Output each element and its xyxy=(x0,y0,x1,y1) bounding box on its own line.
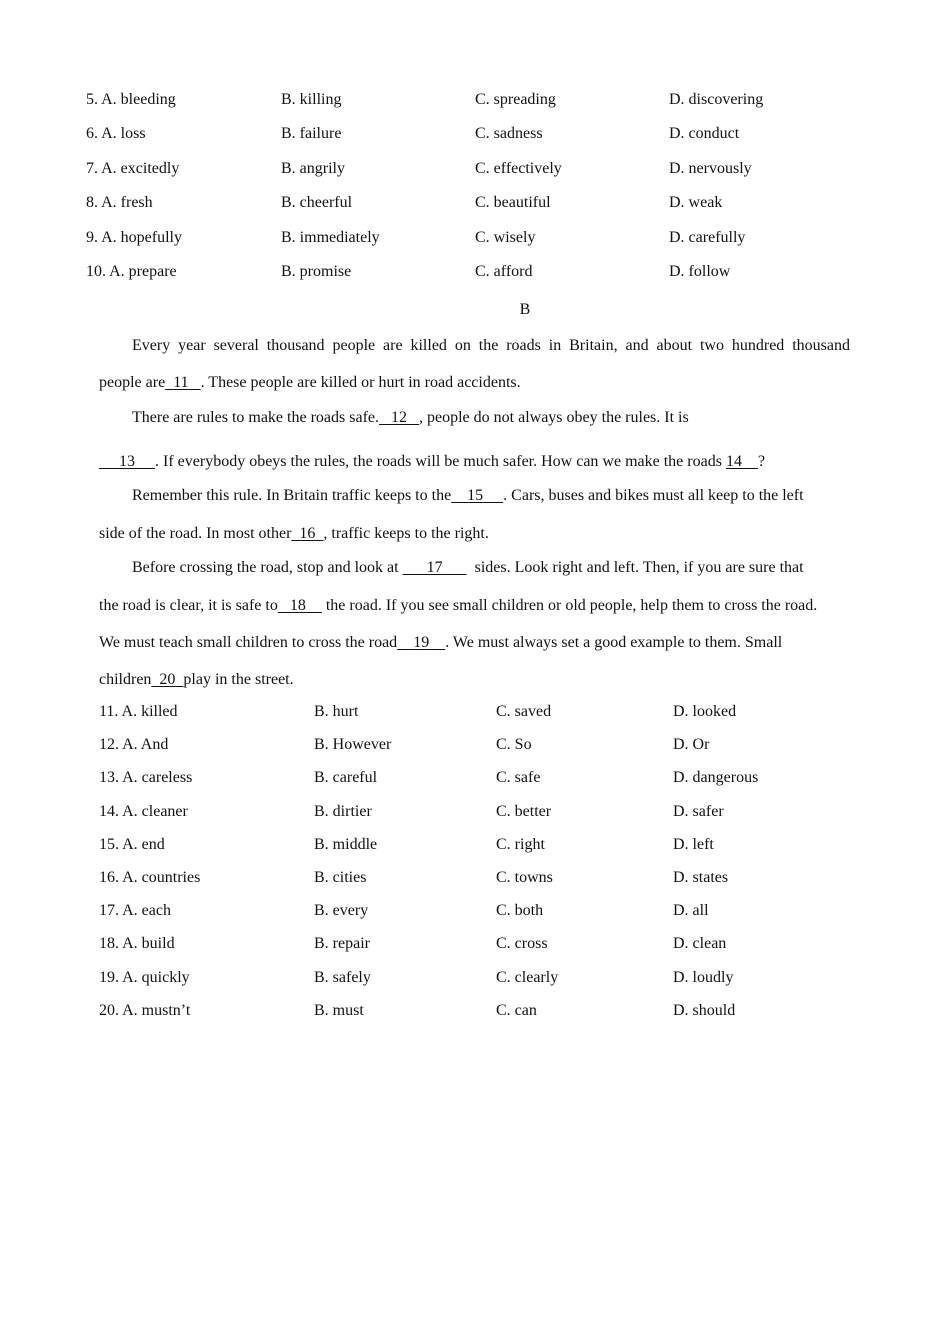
blank-number: 11 xyxy=(173,374,189,391)
blank-13 xyxy=(99,453,155,470)
passage-text: side of the road. In most other xyxy=(99,525,292,542)
passage-text: ? xyxy=(757,453,766,470)
option-c: C. beautiful xyxy=(475,194,551,211)
passage-text: . These people are killed or hurt in road accidents. xyxy=(200,374,521,391)
blank-number: 17 xyxy=(426,559,443,576)
option-d: D. weak xyxy=(669,194,723,211)
blank-number: 13 xyxy=(119,453,135,470)
option-b: B. angrily xyxy=(281,160,345,177)
option-c: C. sadness xyxy=(475,125,543,142)
option-b: B. immediately xyxy=(281,229,380,246)
option-d: D. left xyxy=(673,836,714,853)
option-a: 18. A. build xyxy=(99,935,175,952)
option-d: D. clean xyxy=(673,935,727,952)
blank-number: 18 xyxy=(289,597,306,614)
blank-16 xyxy=(291,525,323,542)
passage-text: play in the street. xyxy=(183,671,294,688)
passage-text: . If everybody obeys the rules, the roads will be much safer. How can we make the roads xyxy=(155,453,722,470)
blank-number: 15 xyxy=(467,487,484,504)
option-c: C. wisely xyxy=(475,229,536,246)
option-b: B. cities xyxy=(314,869,367,886)
blank-number: 20 xyxy=(159,671,176,688)
option-d: D. all xyxy=(673,902,709,919)
option-c: C. right xyxy=(496,836,545,853)
passage-line-2 xyxy=(99,372,521,394)
option-b: B. careful xyxy=(314,769,378,786)
option-d: D. discovering xyxy=(669,91,764,108)
option-b: B. every xyxy=(314,902,369,919)
option-b: B. promise xyxy=(281,263,352,280)
option-c: C. both xyxy=(496,902,544,919)
blank-17 xyxy=(403,559,467,576)
option-a: 14. A. cleaner xyxy=(99,803,188,820)
passage-text: the road. If you see small children or old people, help them to cross the road. xyxy=(325,597,818,614)
blank-number: 12 xyxy=(391,409,407,426)
passage-text: the road is clear, it is safe to xyxy=(99,597,278,614)
option-a: 7. A. excitedly xyxy=(86,160,180,177)
passage-line-7 xyxy=(132,557,804,579)
passage-line-1: Every year several thousand people are killed on the roads in Britain, and about two hundred thousand xyxy=(132,337,850,354)
passage-line-6 xyxy=(99,523,489,545)
option-c: C. saved xyxy=(496,703,552,720)
option-a: 11. A. killed xyxy=(99,703,178,720)
blank-18 xyxy=(278,597,322,614)
option-a: 17. A. each xyxy=(99,902,171,919)
option-d: D. dangerous xyxy=(673,769,759,786)
option-b: B. middle xyxy=(314,836,378,853)
option-b: B. must xyxy=(314,1002,364,1019)
option-a: 12. A. And xyxy=(99,736,169,753)
option-d: D. states xyxy=(673,869,729,886)
option-a: 6. A. loss xyxy=(86,125,146,142)
option-c: C. afford xyxy=(475,263,533,280)
passage-text: We must teach small children to cross the road xyxy=(99,634,398,651)
passage-text: , traffic keeps to the right. xyxy=(323,525,489,542)
option-a: 10. A. prepare xyxy=(86,263,177,280)
option-b: B. killing xyxy=(281,91,342,108)
option-a: 9. A. hopefully xyxy=(86,229,182,246)
option-c: C. better xyxy=(496,803,552,820)
blank-number: 19 xyxy=(413,634,430,651)
passage-text: Before crossing the road, stop and look at xyxy=(132,559,399,576)
option-d: D. follow xyxy=(669,263,731,280)
option-d: D. loudly xyxy=(673,969,734,986)
blank-14 xyxy=(726,453,758,470)
option-b: B. safely xyxy=(314,969,371,986)
blank-12 xyxy=(379,409,419,426)
passage-text: There are rules to make the roads safe. xyxy=(132,409,379,426)
blank-19 xyxy=(397,634,445,651)
passage-line-9 xyxy=(99,632,782,654)
passage-line-3 xyxy=(132,407,689,429)
option-d: D. Or xyxy=(673,736,710,753)
option-a: 15. A. end xyxy=(99,836,165,853)
option-a: 16. A. countries xyxy=(99,869,201,886)
option-c: C. cross xyxy=(496,935,548,952)
option-c: C. safe xyxy=(496,769,541,786)
blank-number: 16 xyxy=(299,525,316,542)
option-b: B. cheerful xyxy=(281,194,353,211)
option-a: 20. A. mustn’t xyxy=(99,1002,191,1019)
option-b: B. dirtier xyxy=(314,803,372,820)
passage-line-10 xyxy=(99,669,294,691)
option-d: D. carefully xyxy=(669,229,746,246)
passage-text: people are xyxy=(99,374,166,391)
option-a: 8. A. fresh xyxy=(86,194,153,211)
blank-11 xyxy=(165,374,200,391)
passage-text: . Cars, buses and bikes must all keep to the left xyxy=(503,487,804,504)
option-d: D. looked xyxy=(673,703,737,720)
passage-text: , people do not always obey the rules. It is xyxy=(419,409,689,426)
passage-text: children xyxy=(99,671,152,688)
option-b: B. failure xyxy=(281,125,342,142)
option-c: C. So xyxy=(496,736,532,753)
passage-line-5 xyxy=(132,485,804,507)
option-c: C. effectively xyxy=(475,160,562,177)
option-c: C. clearly xyxy=(496,969,559,986)
blank-20 xyxy=(151,671,183,688)
option-d: D. safer xyxy=(673,803,724,820)
option-c: C. towns xyxy=(496,869,553,886)
option-c: C. can xyxy=(496,1002,537,1019)
option-c: C. spreading xyxy=(475,91,556,108)
option-d: D. conduct xyxy=(669,125,740,142)
option-a: 13. A. careless xyxy=(99,769,193,786)
blank-15 xyxy=(451,487,503,504)
blank-number: 14 xyxy=(725,453,742,470)
option-b: B. repair xyxy=(314,935,370,952)
passage-text: Remember this rule. In Britain traffic keeps to the xyxy=(132,487,452,504)
option-d: D. should xyxy=(673,1002,736,1019)
section-b-heading: B xyxy=(519,301,531,318)
option-b: B. However xyxy=(314,736,392,753)
option-a: 5. A. bleeding xyxy=(86,91,176,108)
passage-line-4 xyxy=(99,451,765,473)
option-d: D. nervously xyxy=(669,160,752,177)
passage-line-8 xyxy=(99,595,817,617)
option-a: 19. A. quickly xyxy=(99,969,190,986)
passage-text: sides. Look right and left. Then, if you are sure that xyxy=(474,559,804,576)
passage-text: . We must always set a good example to them. Small xyxy=(445,634,783,651)
option-b: B. hurt xyxy=(314,703,359,720)
